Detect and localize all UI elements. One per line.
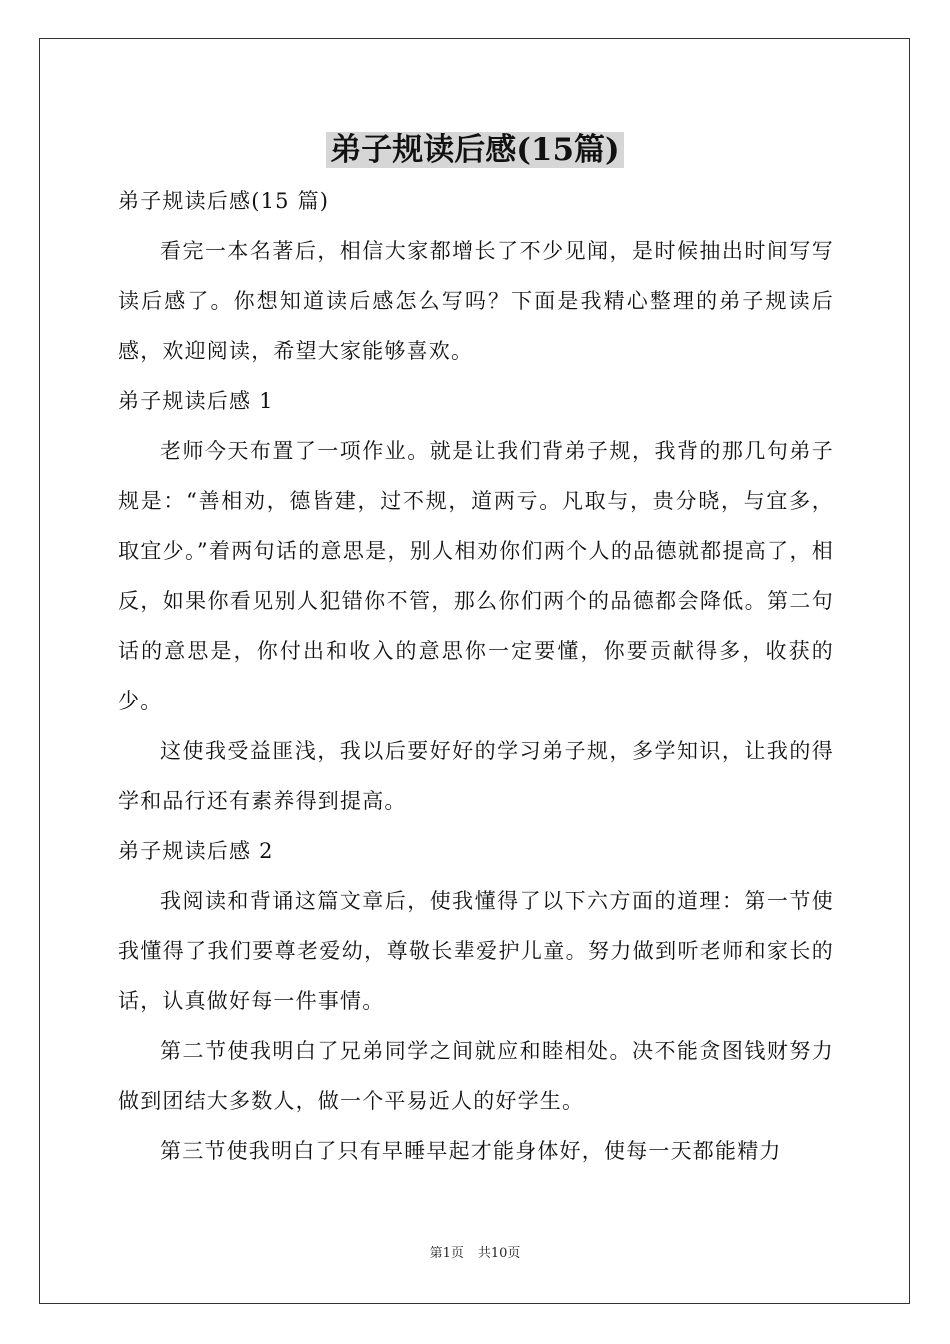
paragraph-intro: 看完一本名著后，相信大家都增长了不少见闻，是时候抽出时间写写读后感了。你想知道读后感怎么写吗？下面是我精心整理的弟子规读后感，欢迎阅读，希望大家能够喜欢。 xyxy=(118,239,834,363)
paragraph-1a: 老师今天布置了一项作业。就是让我们背弟子规，我背的那几句弟子规是：“善相劝，德皆建，过不规，道两亏。凡取与，贵分晓，与宜多，取宜少。”着两句话的意思是，别人相劝你们两个人的品德就都提高了，相反，如果你看见别人犯错你不管，那么你们两个的品德都会降低。第二句话的意思是，你付出和收入的意思你一定要懂，你要贡献得多，收获的少。 xyxy=(118,439,834,713)
document-title xyxy=(0,126,950,174)
page-footer xyxy=(0,1244,950,1264)
page-number: 第1页 xyxy=(429,1246,464,1261)
document-body xyxy=(118,176,834,1176)
paragraph-2a: 我阅读和背诵这篇文章后，使我懂得了以下六方面的道理：第一节使我懂得了我们要尊老爱幼，尊敬长辈爱护儿童。努力做到听老师和家长的话，认真做好每一件事情。 xyxy=(118,889,834,1013)
paragraph-2c: 第三节使我明白了只有早睡早起才能身体好，使每一天都能精力 xyxy=(160,1139,782,1163)
document-title-text: 弟子规读后感(15篇) xyxy=(326,132,623,168)
page-total: 共10页 xyxy=(477,1246,521,1261)
section-heading-2: 弟子规读后感 2 xyxy=(118,839,274,863)
paragraph-1b: 这使我受益匪浅，我以后要好好的学习弟子规，多学知识，让我的得学和品行还有素养得到提高。 xyxy=(118,739,834,813)
section-heading-intro: 弟子规读后感(15 篇) xyxy=(118,189,330,213)
section-heading-1: 弟子规读后感 1 xyxy=(118,389,274,413)
paragraph-2b: 第二节使我明白了兄弟同学之间就应和睦相处。决不能贪图钱财努力做到团结大多数人，做一个平易近人的好学生。 xyxy=(118,1039,834,1113)
